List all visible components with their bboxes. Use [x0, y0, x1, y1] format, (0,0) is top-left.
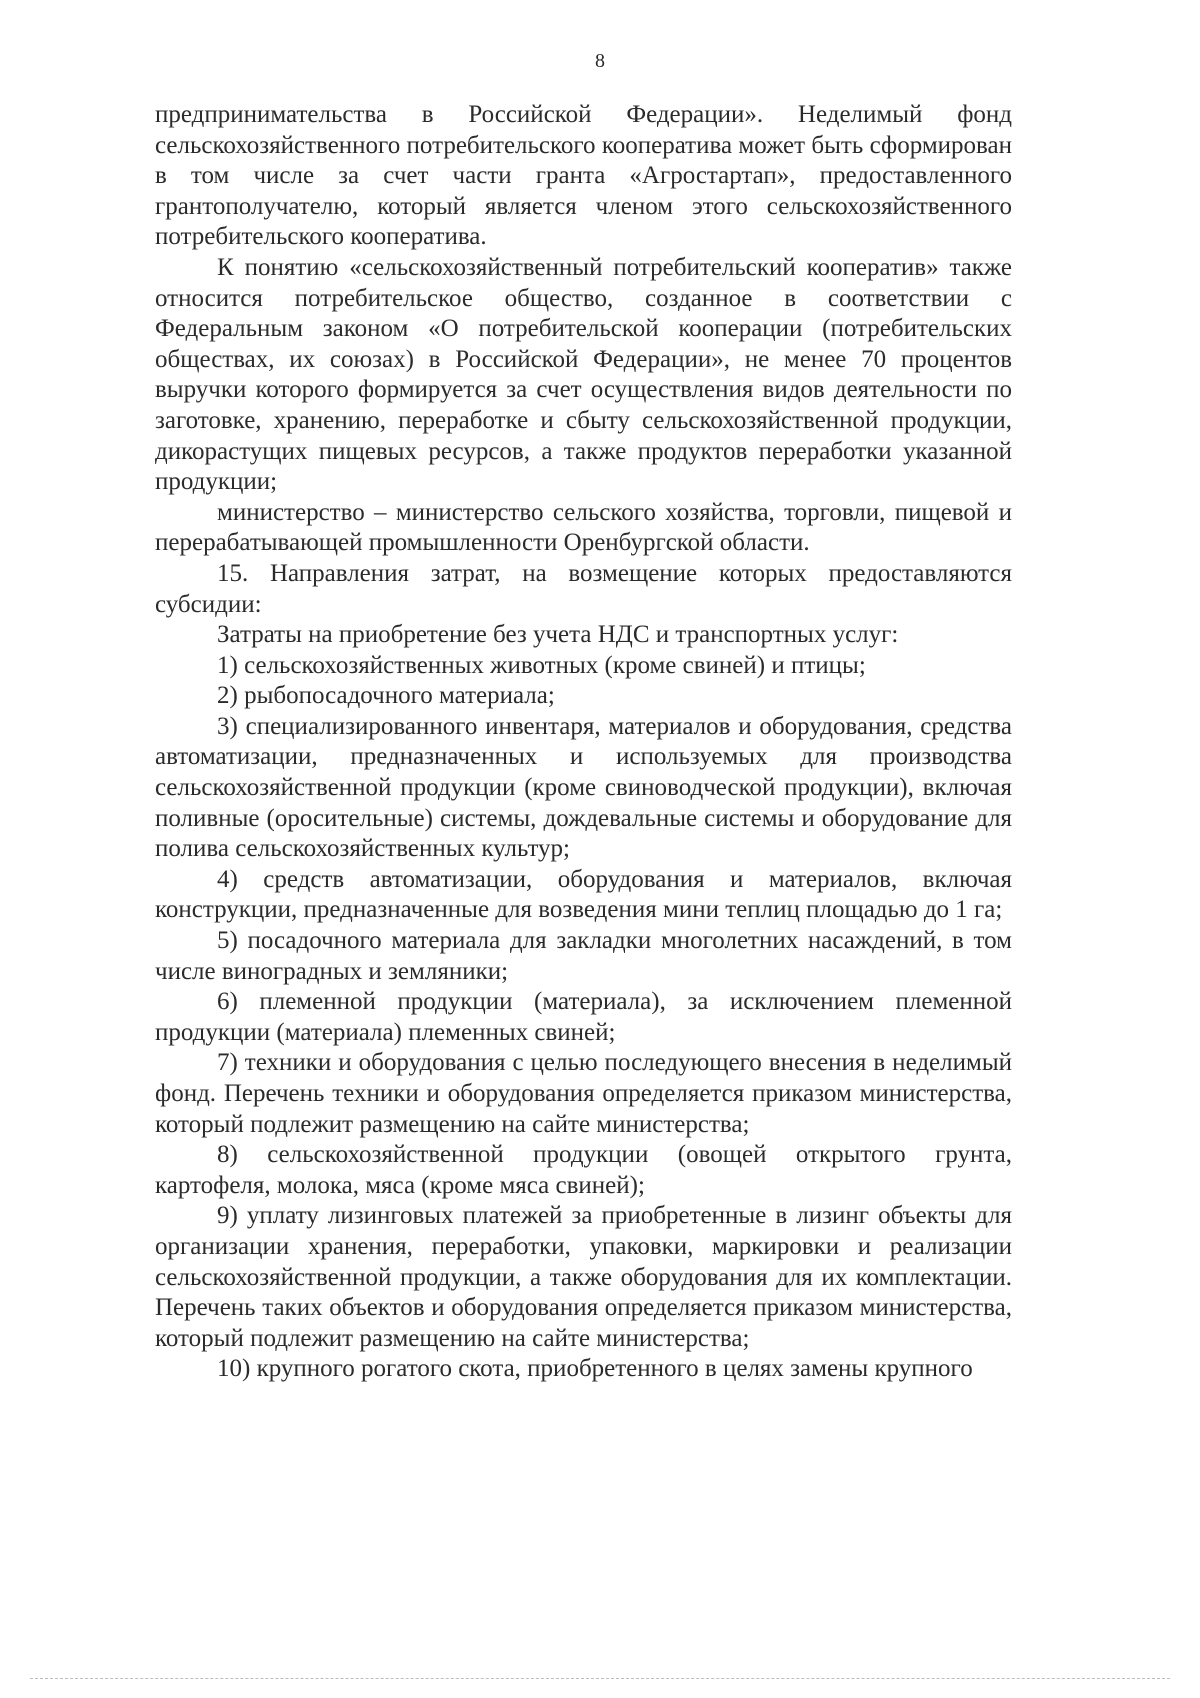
- list-item-8: 8) сельскохозяйственной продукции (овощей открытого грунта, картофеля, молока, мяса (кроме мяса свиней);: [155, 1141, 1012, 1199]
- list-item-1: 1) сельскохозяйственных животных (кроме свиней) и птицы;: [217, 651, 866, 679]
- paragraph-costs-intro: Затраты на приобретение без учета НДС и транспортных услуг:: [217, 621, 899, 649]
- list-item-10: 10) крупного рогатого скота, приобретенного в целях замены крупного: [217, 1355, 973, 1383]
- paragraph-continuation: предпринимательства в Российской Федерации». Неделимый фонд сельскохозяйственного потребительского кооператива может быть сформирован в том числе за счет части гранта «Агростартап», предоставленного грантополучателю, который является членом этого сельскохозяйственного потребительского кооператива.: [155, 101, 1012, 251]
- list-item-6: 6) племенной продукции (материала), за исключением племенной продукции (материала) племенных свиней;: [155, 988, 1012, 1046]
- list-item-3: 3) специализированного инвентаря, материалов и оборудования, средства автоматизации, предназначенных и используемых для производства сельскохозяйственной продукции (кроме свиноводческой продукции), включая поливные (оросительные) системы, дождевальные системы и оборудование для полива сельскохозяйственных культур;: [155, 712, 1012, 863]
- list-item-2: 2) рыбопосадочного материала;: [217, 682, 555, 710]
- page-bottom-divider: [30, 1678, 1170, 1679]
- section-heading-15: 15. Направления затрат, на возмещение которых предоставляются субсидии:: [155, 559, 1012, 618]
- list-item-7: 7) техники и оборудования с целью последующего внесения в неделимый фонд. Перечень техники и оборудования определяется приказом министерства, который подлежит размещению на сайте министерства;: [155, 1049, 1012, 1138]
- page-number: 8: [595, 50, 605, 72]
- list-item-9: 9) уплату лизинговых платежей за приобретенные в лизинг объекты для организации хранения, переработки, упаковки, маркировки и реализации сельскохозяйственной продукции, а также оборудования для их комплектации. Перечень таких объектов и оборудования определяется приказом министерства, который подлежит размещению на сайте министерства;: [155, 1202, 1012, 1352]
- paragraph-cooperative-definition: К понятию «сельскохозяйственный потребительский кооператив» также относится потребительское общество, созданное в соответствии с Федеральным законом «О потребительской кооперации (потребительских обществах, их союзах) в Российской Федерации», не менее 70 процентов выручки которого формируется за счет осуществления видов деятельности по заготовке, хранению, переработке и сбыту сельскохозяйственной продукции, дикорастущих пищевых ресурсов, а также продуктов переработки указанной продукции;: [155, 253, 1012, 496]
- list-item-5: 5) посадочного материала для закладки многолетних насаждений, в том числе виноградных и земляники;: [155, 927, 1012, 985]
- document-body: [155, 100, 1012, 1385]
- list-item-4: 4) средств автоматизации, оборудования и материалов, включая конструкции, предназначенные для возведения мини теплиц площадью до 1 га;: [155, 865, 1012, 924]
- paragraph-ministry-definition: министерство – министерство сельского хозяйства, торговли, пищевой и перерабатывающей промышленности Оренбургской области.: [155, 498, 1012, 557]
